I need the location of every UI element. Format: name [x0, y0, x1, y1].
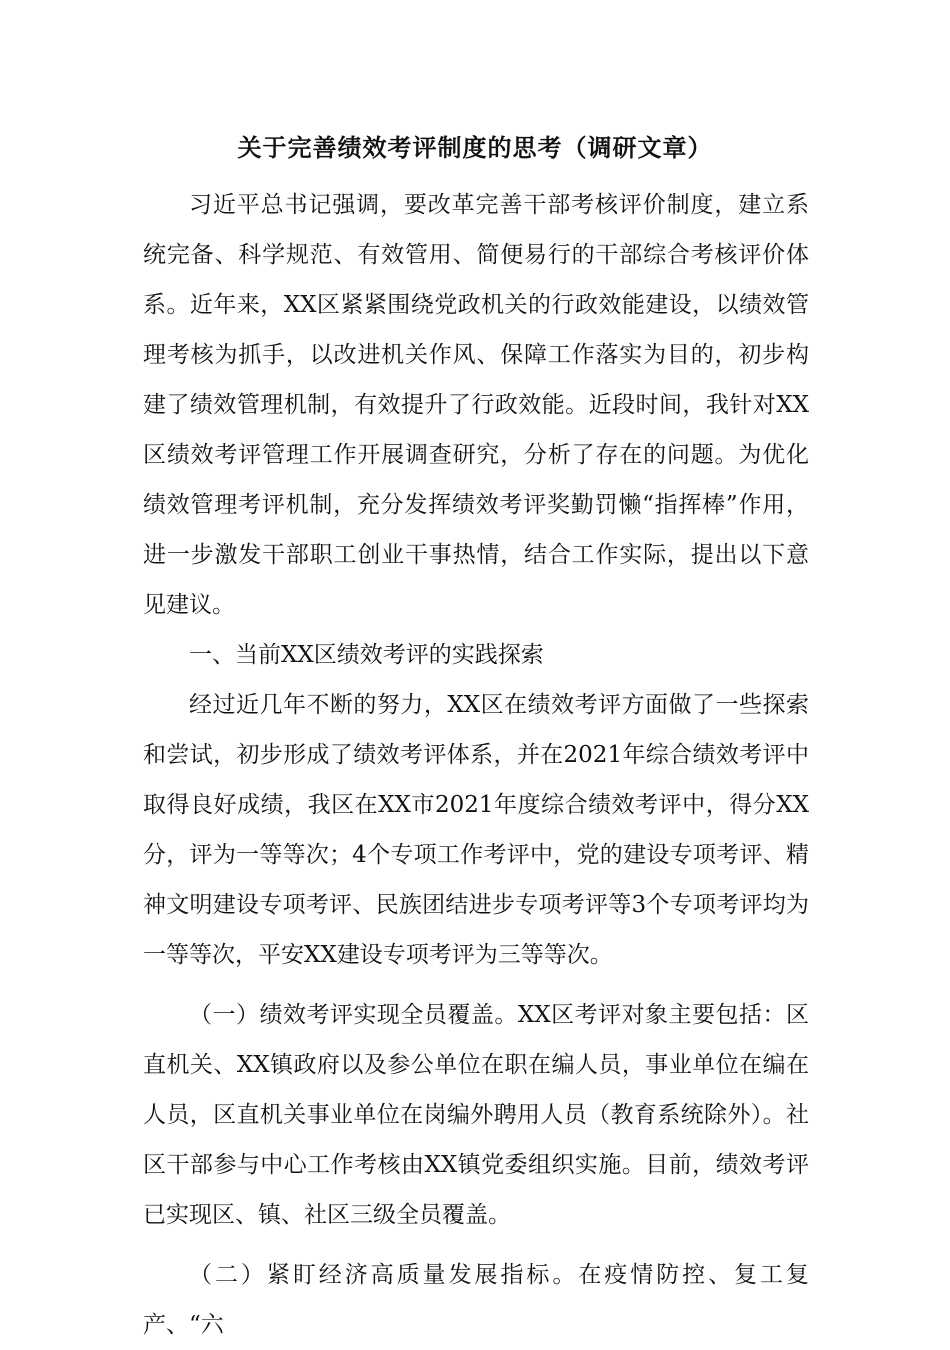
document-body [143, 180, 809, 1350]
paragraph-practice: 经过近几年不断的努力，XX区在绩效考评方面做了一些探索和尝试，初步形成了绩效考评体系，并在2021年综合绩效考评中取得良好成绩，我区在XX市2021年度综合绩效考评中，得分XX分，评为一等等次；4个专项工作考评中，党的建设专项考评、精神文明建设专项考评、民族团结进步专项考评等3个专项考评均为一等等次，平安XX建设专项考评为三等等次。 [143, 692, 809, 968]
paragraph-coverage: （一）绩效考评实现全员覆盖。XX区考评对象主要包括：区直机关、XX镇政府以及参公单位在职在编人员，事业单位在编在人员，区直机关事业单位在岗编外聘用人员（教育系统除外）。社区干部参与中心工作考核由XX镇党委组织实施。目前，绩效考评已实现区、镇、社区三级全员覆盖。 [143, 1002, 809, 1228]
paragraph-economy: （二）紧盯经济高质量发展指标。在疫情防控、复工复产、“六 [143, 1262, 809, 1338]
document-title: 关于完善绩效考评制度的思考（调研文章） [237, 133, 713, 162]
paragraph-intro: 习近平总书记强调，要改革完善干部考核评价制度，建立系统完备、科学规范、有效管用、简便易行的干部综合考核评价体系。近年来，XX区紧紧围绕党政机关的行政效能建设，以绩效管理考核为抓手，以改进机关作风、保障工作落实为目的，初步构建了绩效管理机制，有效提升了行政效能。近段时间，我针对XX区绩效考评管理工作开展调查研究，分析了存在的问题。为优化绩效管理考评机制，充分发挥绩效考评奖勤罚懒“指挥棒”作用，进一步激发干部职工创业干事热情，结合工作实际，提出以下意见建议。 [143, 192, 809, 618]
section-heading-1: 一、当前XX区绩效考评的实践探索 [189, 642, 544, 668]
